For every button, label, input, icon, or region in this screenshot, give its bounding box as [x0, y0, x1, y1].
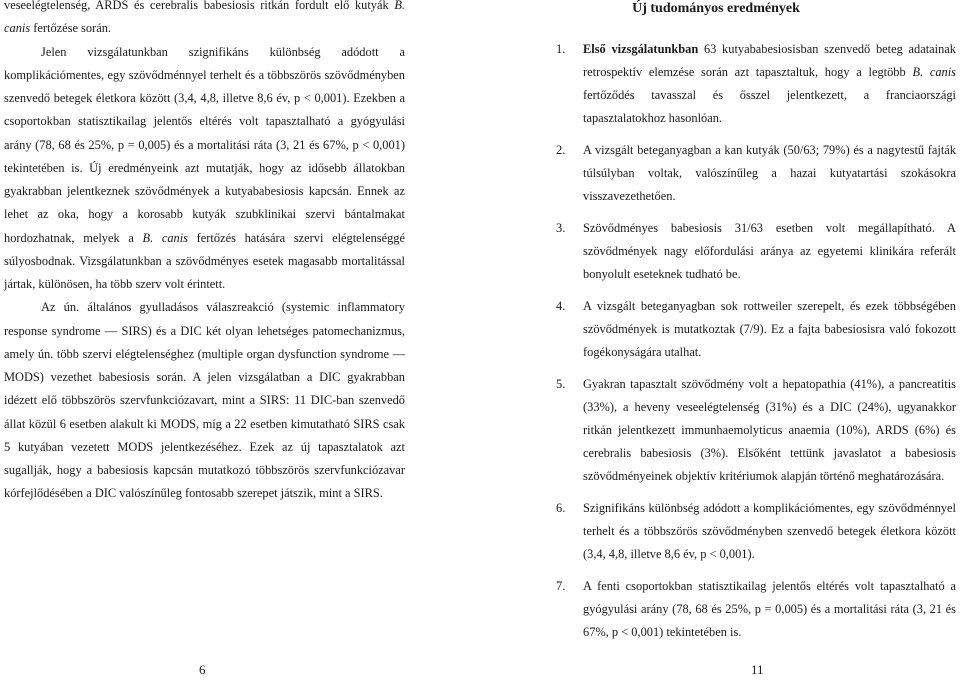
page-number-right: 11 — [751, 662, 764, 677]
text-span: Jelen vizsgálatunkban szignifikáns különbség adódott a komplikációmentes, egy szövődménnyel terhelt és a többszörös szövődményben szenvedő betegek életkora között (3,4, 4,8, illetve 8,6 év, p < 0,001). Ezekben a csoportokban statisztikailag jelentős eltérés volt tapasztalható a gyógyulási arány (78, 68 és 25%, p = 0,005) és a mortalitási ráta (3, 21 és 67%, p < 0,001) tekintetében is. Új eredményeink azt mutatják, hogy az idősebb állatokban gyakrabban jelentkeznek szövődmények a kutyababesiosis kapcsán. Ennek az lehet az oka, hogy a korosabb kutyák szubklinikai szervi bántalmakat hordozhatnak, melyek a — [4, 44, 405, 245]
paragraph — [4, 41, 405, 297]
text-span: 63 kutyababesiosisban szenvedő beteg adatainak retrospektív elemzése során azt tapasztaltuk, hogy a legtöbb — [583, 42, 956, 79]
paragraph — [4, 296, 405, 505]
italic-species-name: B. canis — [912, 65, 956, 79]
text-span: fertőzése során. — [30, 21, 111, 36]
item-number: 6. — [556, 501, 566, 515]
text-span: Szignifikáns különbség adódott a komplikációmentes, egy szövődménnyel terhelt és a többszörös szövődményben szenvedő betegek életkora között (3,4, 4,8, illetve 8,6 év, p < 0,001). — [583, 501, 956, 561]
section-heading: Új tudományos eredmények — [632, 1, 800, 16]
item-number: 7. — [556, 579, 566, 593]
italic-species-name: B. canis — [4, 0, 405, 36]
item-number: 4. — [556, 299, 566, 313]
list-item — [556, 497, 956, 566]
list-item — [556, 38, 956, 130]
text-span: fertőzés hatására szervi elégtelenséggé súlyosbodnak. Vizsgálatunkban a szövődményes esetek magasabb mortalitással jártak, különösen, ha több szerv volt érintett. — [4, 230, 406, 291]
list-item — [556, 295, 956, 364]
text-span: A fenti csoportokban statisztikailag jelentős eltérés volt tapasztalható a gyógyulási arány (78, 68 és 25%, p = 0,005) és a mortalitási ráta (3, 21 és 67%, p < 0,001) tekintetében is. — [583, 579, 956, 639]
item-number: 2. — [556, 143, 566, 157]
text-span: A vizsgált beteganyagban a kan kutyák (50/63; 79%) és a nagytestű fajták túlsúlyban voltak, valószínűleg a hazai kutyatartási szokásokra visszavezethetően. — [583, 143, 956, 203]
text-span: Gyakran tapasztalt szövődmény volt a hepatopathia (41%), a pancreatitis (33%), a heveny veseelégtelenség (31%) és a DIC (24%), ugyanakkor ritkán jelentkezett immunhaemolyticus anaemia (10%), ARDS (6%) és cerebralis babesiosis (3%). Elsőként tettünk javaslatot a babesiosis szövődményeinek objektív kritériumok alapján történő meghatározására. — [583, 377, 956, 483]
text-span: Az ún. általános gyulladásos válaszreakció (systemic inflammatory response syndrome — SIRS) és a DIC két olyan lehetséges patomechanizmus, amely ún. több szervi elégtelenséghez (multiple organ dysfunction syndrome — MODS) vezethet babesiosis során. A jelen vizsgálatban a DIC gyakrabban idézett elő többszörös szervfunkciózavart, mint a SIRS: 11 DIC-ban szenvedő állat közül 6 esetben alakult ki MODS, míg a 22 esetben kimutatható SIRS csak 5 kutyában vezetett MODS jelentkezéséhez. Ezek az új tapasztalatok azt sugallják, hogy a babesiosis kapcsán mutatkozó többszörös szervfunkciózavar kórfejlődésében a DIC valószínűleg fontosabb szerepet játszik, mint a SIRS. — [4, 300, 405, 501]
list-item — [556, 217, 956, 286]
list-item — [556, 575, 956, 644]
item-number: 1. — [556, 42, 566, 56]
text-span: Szövődményes babesiosis 31/63 esetben volt megállapítható. A szövődmények nagy előfordulási aránya az egyetemi klinikára referált bonyolult eseteknek tudható be. — [583, 221, 956, 281]
bold-lead: Első vizsgálatunkban — [583, 42, 699, 56]
text-span: veseelégtelenség, ARDS és cerebralis babesiosis ritkán fordult elő kutyák — [4, 0, 395, 12]
item-number: 3. — [556, 221, 566, 235]
paragraph — [4, 0, 405, 41]
text-span: A vizsgált beteganyagban sok rottweiler szerepelt, és ezek többségében szövődmények is mutatkoztak (7/9). Ez a fajta babesiosisra való fokozott fogékonyságára utalhat. — [583, 299, 956, 359]
left-page-body — [4, 0, 405, 506]
page-number-left: 6 — [199, 662, 206, 677]
italic-species-name: B. canis — [142, 230, 189, 245]
item-number: 5. — [556, 377, 566, 391]
list-item — [556, 373, 956, 488]
list-item — [556, 139, 956, 208]
results-list — [556, 38, 956, 653]
text-span: fertőződés tavasszal és ősszel jelentkezett, a franciaországi tapasztalatokhoz hasonlóan. — [583, 88, 956, 125]
